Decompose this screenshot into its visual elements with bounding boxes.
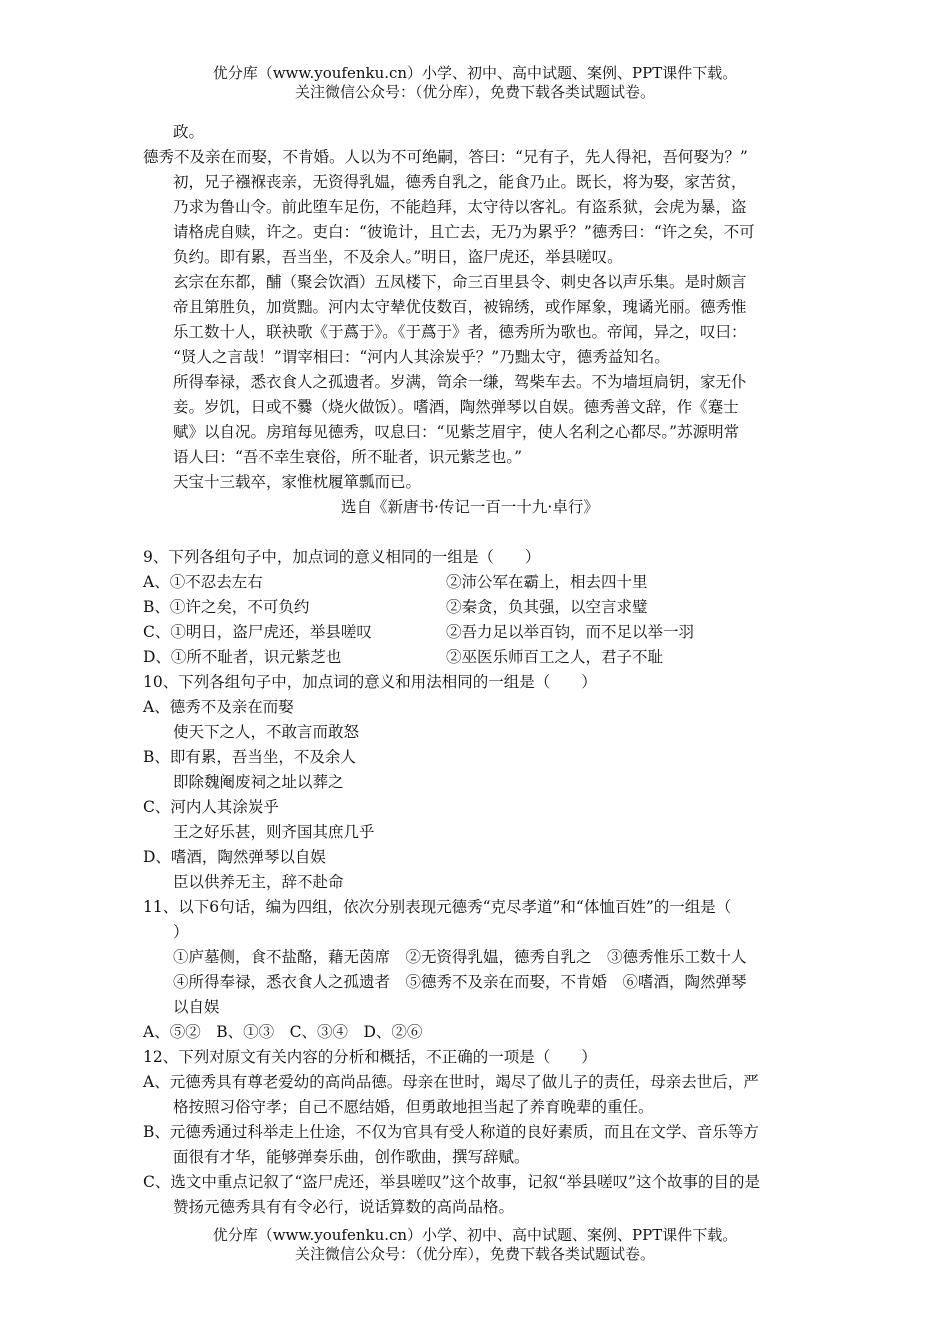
option-row [143,570,813,595]
passage-line: 妾。岁饥，日或不爨（烧火做饭）。嗜酒，陶然弹琴以自娱。德秀善文辞，作《蹇士 [173,398,739,416]
option-c-1: C、①明日，盗尸虎还，举县嗟叹 [143,623,372,641]
passage-line: 初，兄子襁褓丧亲，无资得乳媪，德秀自乳之，能食乃止。既长，将为娶，家苦贫， [173,173,747,191]
option-b-1: B、①许之矣，不可负约 [143,598,310,616]
question-stem: 9、下列各组句子中，加点词的意义相同的一组是（ ） [143,548,541,566]
option-line: 王之好乐甚，则齐国其庶几乎 [173,823,375,841]
passage-line: 天宝十三载卒，家惟枕履箪瓢而已。 [173,473,422,491]
option-a-1: A、①不忍去左右 [143,573,263,591]
header-line-1: 优分库（www.youfenku.cn）小学、初中、高中试题、案例、PPT课件下载。 [212,64,738,82]
question-line: ④所得奉禄，悉衣食人之孤遗者 ⑤德秀不及亲在而娶，不肯婚 ⑥嗜酒，陶然弹琴 [173,973,747,991]
option-line: D、嗜酒，陶然弹琴以自娱 [143,848,326,866]
option-line: A、德秀不及亲在而娶 [143,698,294,716]
passage-line: 玄宗在东都，酺（聚会饮酒）五凤楼下，命三百里县令、刺史各以声乐集。是时颇言 [173,273,747,291]
question-11 [143,895,813,1045]
header-line-2: 关注微信公众号：（优分库），免费下载各类试题试卷。 [294,83,655,101]
option-d-1: D、①所不耻者，识元紫芝也 [143,648,342,666]
option-row [143,620,813,645]
passage-line: 政。 [173,123,205,141]
passage-line: 德秀不及亲在而娶，不肯婚。人以为不可绝嗣，答曰：“兄有子，先人得祀，吾何娶为？” [143,148,748,166]
option-a-2: ②沛公军在霸上，相去四十里 [446,573,648,591]
question-9 [143,545,813,670]
question-stem: 10、下列各组句子中，加点词的意义和用法相同的一组是（ ） [143,673,597,691]
passage-line: 帝且第胜负，加赏黜。河内太守辇优伎数百，被锦绣，或作犀象，瑰谲光丽。德秀惟 [173,298,747,316]
passage-line: “贤人之言哉！”谓宰相曰：“河内人其涂炭乎？”乃黜太守，德秀益知名。 [173,348,670,366]
passage-source: 选自《新唐书·传记一百一十九·卓行》 [341,498,599,516]
passage-line: 乃求为鲁山令。前此堕车足伤，不能趋拜，太守待以客礼。有盗系狱，会虎为暴，盗 [173,198,747,216]
option-line: 即除魏阉废祠之址以葬之 [173,773,344,791]
footer-line-1: 优分库（www.youfenku.cn）小学、初中、高中试题、案例、PPT课件下载。 [212,1226,738,1244]
question-options: A、⑤② B、①③ C、③④ D、②⑥ [143,1023,423,1041]
option-line: 格按照习俗守孝；自己不愿结婚，但勇敢地担当起了养育晚辈的重任。 [173,1098,654,1116]
question-10 [143,670,813,895]
page-header [0,64,950,102]
question-stem: 12、下列对原文有关内容的分析和概括，不正确的一项是（ ） [143,1048,597,1066]
page-footer [0,1226,950,1264]
option-row [143,645,813,670]
option-line: 赞扬元德秀具有有令必行，说话算数的高尚品格。 [173,1198,515,1216]
passage-line: 所得奉禄，悉衣食人之孤遗者。岁满，笥余一缣，驾柴车去。不为墙垣扃钥，家无仆 [173,373,747,391]
option-line: C、选文中重点记叙了“盗尸虎还，举县嗟叹”这个故事，记叙“举县嗟叹”这个故事的目的是 [143,1173,761,1191]
option-row [143,595,813,620]
passage-line: 语人曰：“吾不幸生衰俗，所不耻者，识元紫芝也。” [173,448,523,466]
passage-line: 赋》以自况。房琯每见德秀，叹息曰：“见紫芝眉宇，使人名利之心都尽。”苏源明常 [173,423,740,441]
passage-line: 负约。即有累，吾当坐，不及余人。”明日，盗尸虎还，举县嗟叹。 [173,248,623,266]
option-line: B、即有累，吾当坐，不及余人 [143,748,356,766]
option-line: B、元德秀通过科举走上仕途，不仅为官具有受人称道的良好素质，而且在文学、音乐等方 [143,1123,759,1141]
question-line: ） [173,923,189,941]
footer-line-2: 关注微信公众号：（优分库），免费下载各类试题试卷。 [294,1245,655,1263]
passage-line: 请格虎自赎，许之。吏白：“彼诡计，且亡去，无乃为累乎？”德秀曰：“许之矣，不可 [173,223,755,241]
passage-line: 乐工数十人，联袂歌《于蔿于》。《于蔿于》者，德秀所为歌也。帝闻，异之，叹曰： [173,323,747,341]
spacer [143,520,813,545]
option-line: C、河内人其涂炭乎 [143,798,279,816]
option-c-2: ②吾力足以举百钧，而不足以举一羽 [446,623,695,641]
passage [143,120,813,520]
option-line: 面很有才华，能够弹奏乐曲，创作歌曲，撰写辞赋。 [173,1148,530,1166]
question-stem: 11、以下6句话，编为四组，依次分别表现元德秀“克尽孝道”和“体恤百姓”的一组是（ [143,898,732,916]
option-d-2: ②巫医乐师百工之人，君子不耻 [446,648,664,666]
option-b-2: ②秦贪，负其强，以空言求璧 [446,598,648,616]
option-line: 使天下之人，不敢言而敢怒 [173,723,360,741]
option-line: 臣以供养无主，辞不赴命 [173,873,344,891]
document-body [143,120,813,1220]
option-line: A、元德秀具有尊老爱幼的高尚品德。母亲在世时，竭尽了做儿子的责任，母亲去世后，严 [143,1073,759,1091]
question-line: ①庐墓侧，食不盐酪，藉无茵席 ②无资得乳媪，德秀自乳之 ③德秀惟乐工数十人 [173,948,747,966]
question-12 [143,1045,813,1220]
question-line: 以自娱 [173,998,220,1016]
